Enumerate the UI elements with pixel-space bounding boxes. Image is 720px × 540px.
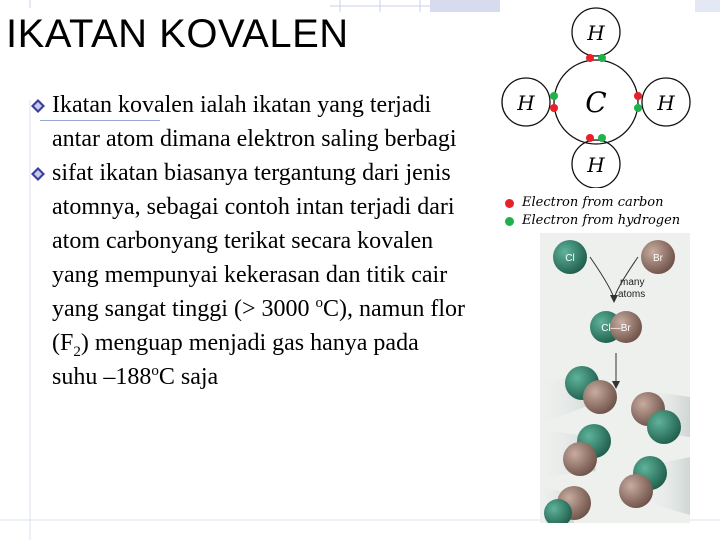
chlorine-label: Cl [565,253,575,264]
subscript-two: 2 [73,343,81,360]
carbon-electron [586,54,594,62]
bullet-text-part: ) menguap menjadi gas hanya pada suhu –188 [52,330,419,390]
green-dot-icon [505,217,514,226]
bullet-text-part: sifat ikatan biasanya tergantung dari jenis atomnya, sebagai contoh intan terjadi dari atom carbonyang terikat secara kovalen yang mempunyai kekerasan dan titik cair yang sangat tinggi (> 3000 [52,160,455,322]
chlorine-atom [647,410,681,444]
arrow-label-line: many [620,277,645,288]
hydrogen-label: H [657,91,675,115]
bullet-item [30,88,470,156]
bullet-text-part: C), namun flor (F [52,296,465,356]
bullet-item [30,156,470,394]
carbon-electron [634,92,642,100]
carbon-electron [586,134,594,142]
bullet-text-part: C saja [158,364,219,390]
carbon-label: C [585,86,607,119]
bromine-atom [583,380,617,414]
legend-label: Electron from carbon [522,195,664,210]
degree-superscript: o [315,295,323,311]
hydrogen-label: H [517,91,535,115]
legend-item [505,212,680,230]
diamond-bullet-icon [30,98,46,114]
electron-legend [505,194,680,230]
bullet-text: Ikatan kovalen ialah ikatan yang terjadi antar atom dimana elektron saling berbagi [52,92,457,152]
hydrogen-label: H [587,21,605,45]
bullet-list [30,88,470,394]
methane-electron-diagram [498,2,698,188]
molecule-label: Cl—Br [601,323,631,334]
carbon-electron [550,104,558,112]
arrow-label-line: atoms [618,289,646,300]
slide-title: IKATAN KOVALEN [6,12,349,56]
hydrogen-electron [634,104,642,112]
bromine-label: Br [653,253,663,264]
red-dot-icon [505,199,514,208]
bromine-atom [619,474,653,508]
diamond-bullet-icon [30,166,46,182]
degree-superscript: o [151,363,159,379]
hydrogen-electron [598,54,606,62]
bromine-atom [563,442,597,476]
legend-label: Electron from hydrogen [522,213,681,228]
hydrogen-label: H [587,153,605,177]
hydrogen-electron [598,134,606,142]
cl-br-reaction-diagram [540,233,690,523]
legend-item [505,194,680,212]
hydrogen-electron [550,92,558,100]
